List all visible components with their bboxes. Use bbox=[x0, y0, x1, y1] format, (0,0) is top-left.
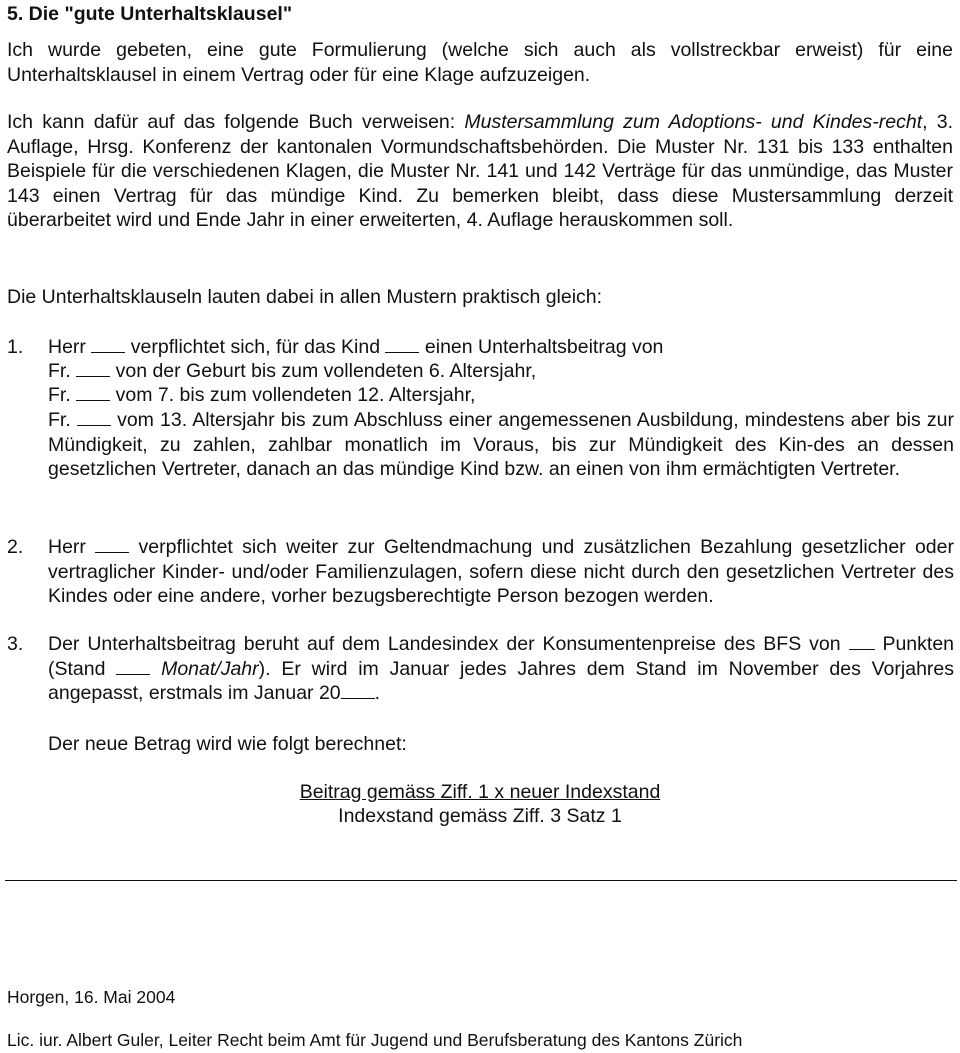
item-3-number: 3. bbox=[7, 633, 24, 655]
section-heading: 5. Die "gute Unterhaltsklausel" bbox=[7, 3, 293, 25]
item-3-text-d: ). Er wird im Januar jedes Jahres dem Stand im November des Vorjahres angepasst, erstmals im Januar 20 bbox=[48, 657, 955, 704]
item-2-number: 2. bbox=[7, 536, 24, 558]
currency-label: Fr. bbox=[48, 409, 71, 431]
reference-intro: Ich kann dafür auf das folgende Buch verweisen: bbox=[7, 111, 465, 133]
item-2-text-b: verpflichtet sich weiter zur Geltendmachung und zusätzlichen Bezahlung gesetzlicher oder vertraglicher Kinder- und/oder Familienzulagen, sofern diese nicht durch den gesetzlichen Vertreter des Kindes oder eine andere, vorher bezugsberechtigte Person bezogen werden. bbox=[48, 536, 954, 607]
item-1-line-4 bbox=[48, 408, 954, 482]
blank-year-field bbox=[341, 681, 375, 699]
formula-denominator: Indexstand gemäss Ziff. 3 Satz 1 bbox=[338, 805, 622, 827]
horizontal-divider bbox=[5, 880, 957, 881]
blank-amount-field bbox=[77, 408, 111, 426]
item-1-line-1 bbox=[48, 335, 663, 360]
blank-stand-field bbox=[116, 657, 150, 675]
formula-denominator-row bbox=[0, 804, 960, 829]
intro-paragraph: Ich wurde gebeten, eine gute Formulierung (welche sich auch als vollstreckbar erweist) für eine Unterhaltsklausel in einem Vertrag oder für eine Klage aufzuzeigen. bbox=[7, 39, 953, 86]
blank-name-field bbox=[91, 335, 125, 353]
formula-numerator: Beitrag gemäss Ziff. 1 x neuer Indexstand bbox=[299, 781, 661, 803]
item-1-text-c: einen Unterhaltsbeitrag von bbox=[424, 336, 664, 358]
item-1-line-2 bbox=[48, 359, 536, 384]
month-year-placeholder: Monat/Jahr bbox=[161, 657, 259, 680]
reference-paragraph bbox=[7, 110, 953, 233]
blank-index-field bbox=[849, 632, 875, 650]
calculation-intro: Der neue Betrag wird wie folgt berechnet: bbox=[48, 733, 407, 755]
book-title: Mustersammlung zum Adoptions- und Kindes-recht bbox=[464, 111, 923, 133]
currency-label: Fr. bbox=[48, 384, 71, 406]
item-2-text-a: Herr bbox=[48, 536, 86, 558]
item-1-text-a: Herr bbox=[48, 336, 86, 358]
formula bbox=[0, 780, 960, 805]
item-1-number: 1. bbox=[7, 336, 24, 358]
item-3-text-a: Der Unterhaltsbeitrag beruht auf dem Landesindex der Konsumentenpreise des BFS von bbox=[48, 633, 841, 655]
clauses-intro: Die Unterhaltsklauseln lauten dabei in allen Mustern praktisch gleich: bbox=[7, 286, 603, 308]
item-2-text bbox=[48, 535, 954, 609]
item-1-text-age-12: vom 7. bis zum vollendeten 12. Altersjahr, bbox=[115, 384, 476, 406]
blank-name-field bbox=[95, 535, 129, 553]
item-3-text-b: Punkten (Stand bbox=[48, 633, 955, 680]
blank-amount-field bbox=[76, 359, 110, 377]
blank-child-field bbox=[385, 335, 419, 353]
item-1-text-age-6: von der Geburt bis zum vollendeten 6. Altersjahr, bbox=[115, 360, 537, 382]
currency-label: Fr. bbox=[48, 360, 71, 382]
item-3-text bbox=[48, 632, 954, 706]
place-date: Horgen, 16. Mai 2004 bbox=[7, 987, 176, 1007]
item-1-text-age-13: vom 13. Altersjahr bis zum Abschluss einer angemessenen Ausbildung, mindestens aber bis zur Mündigkeit, zu zahlen, zahlbar monatlich im Voraus, bis zur Mündigkeit des Kin-des an dessen gesetzlichen Vertreter, danach an das mündige Kind bzw. an einen von ihm ermächtigten Vertreter. bbox=[48, 409, 954, 480]
item-1-text-b: verpflichtet sich, für das Kind bbox=[130, 336, 381, 358]
author-signature: Lic. iur. Albert Guler, Leiter Recht beim Amt für Jugend und Berufsberatung des Kantons Zürich bbox=[7, 1030, 743, 1050]
reference-rest: , 3. Auflage, Hrsg. Konferenz der kantonalen Vormundschaftsbehörden. Die Muster Nr. 131 bis 133 enthalten Beispiele für die verschiedenen Klagen, die Muster Nr. 141 und 142 Verträge für das unmündige, das Muster 143 einen Vertrag für das mündige Kind. Zu bemerken bleibt, dass diese Mustersammlung derzeit überarbeitet wird und Ende Jahr in einer erweiterten, 4. Auflage herauskommen soll. bbox=[7, 111, 953, 231]
item-3-text-e: . bbox=[374, 682, 381, 704]
blank-amount-field bbox=[76, 383, 110, 401]
item-1-line-3 bbox=[48, 383, 475, 408]
